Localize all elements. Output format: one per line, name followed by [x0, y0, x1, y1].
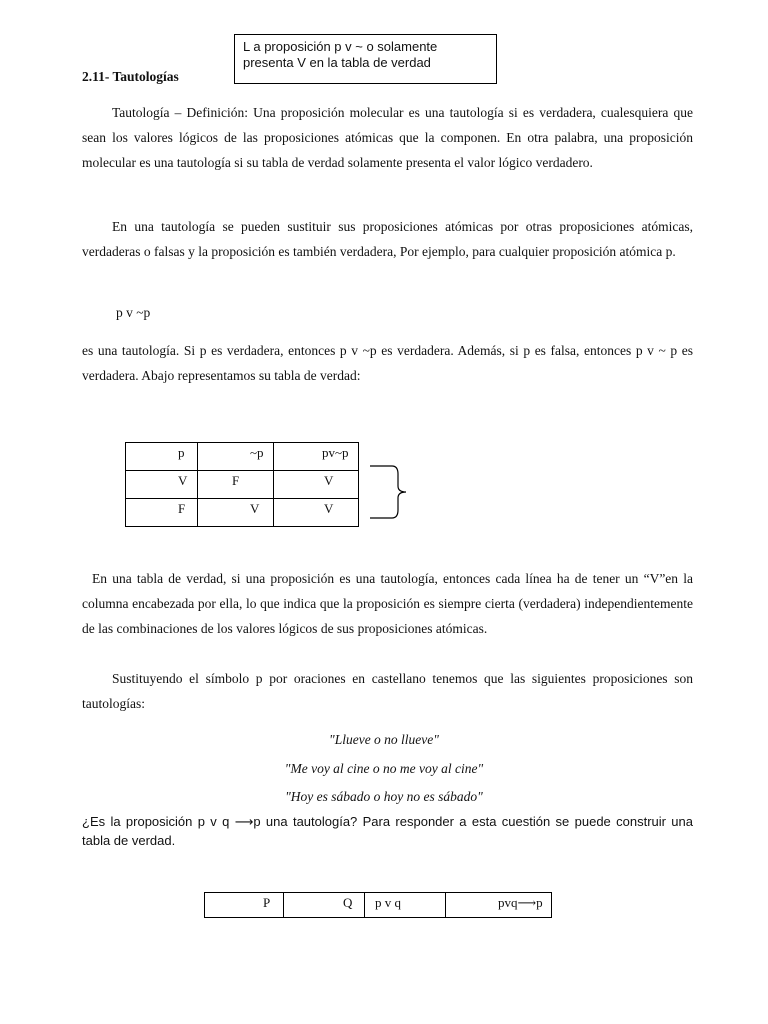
table-header: pv~p	[322, 445, 349, 460]
table-cell: F	[178, 501, 186, 516]
table-row	[205, 893, 552, 918]
table-cell: V	[250, 501, 260, 516]
section-heading: 2.11- Tautologías	[82, 69, 179, 84]
table-header: pvq⟶p	[498, 895, 543, 910]
table-cell: V	[324, 473, 334, 488]
truth-table-1	[125, 442, 359, 527]
formula: p v ~p	[116, 305, 151, 320]
table-cell: V	[324, 501, 334, 516]
table-header: Q	[343, 895, 353, 910]
example-1: "Llueve o no llueve"	[329, 732, 439, 747]
table-row	[126, 499, 359, 527]
curly-brace-icon	[364, 462, 412, 522]
explanation-paragraph: es una tautología. Si p es verdadera, entonces p v ~p es verdadera. Además, si p es falsa, entonces p v ~ p es verdadera. Abajo representamos su tabla de verdad:	[82, 343, 693, 383]
example-3: "Hoy es sábado o hoy no es sábado"	[285, 789, 483, 804]
table-row	[126, 471, 359, 499]
table-row	[126, 443, 359, 471]
table-header: ~p	[250, 445, 264, 460]
question-paragraph: ¿Es la proposición p v q ⟶p una tautología? Para responder a esta cuestión se puede construir una tabla de verdad.	[82, 814, 693, 848]
substituting-paragraph: Sustituyendo el símbolo p por oraciones en castellano tenemos que las siguientes proposiciones son tautologías:	[82, 671, 693, 711]
table-cell: F	[232, 473, 240, 488]
note-line-2: presenta V en la tabla de verdad	[243, 55, 431, 70]
note-line-1: L a proposición p v ~ o solamente	[243, 39, 438, 54]
table-header: p	[178, 445, 185, 460]
table-header: P	[263, 895, 271, 910]
truth-table-2	[204, 892, 552, 918]
table-cell: V	[178, 473, 188, 488]
substitution-paragraph: En una tautología se pueden sustituir sus proposiciones atómicas por otras proposiciones atómicas, verdaderas o falsas y la proposición es también verdadera, Por ejemplo, para cualquier proposición atómica p.	[82, 219, 693, 259]
note-box	[234, 34, 497, 84]
example-2: "Me voy al cine o no me voy al cine"	[284, 761, 484, 776]
definition-paragraph: Tautología – Definición: Una proposición molecular es una tautología si es verdadera, cualesquiera que sean los valores lógicos de las proposiciones atómicas que la componen. En otra palabra, una proposición molecular es una tautología si su tabla de verdad solamente presenta el valor lógico verdadero.	[82, 105, 693, 170]
table-header: p v q	[375, 895, 401, 910]
each-line-paragraph: En una tabla de verdad, si una proposición es una tautología, entonces cada línea ha de tener un “V”en la columna encabezada por ella, lo que indica que la proposición es siempre cierta (verdadera) independientemente de las combinaciones de los valores lógicos de sus proposiciones atómicas.	[82, 571, 693, 636]
